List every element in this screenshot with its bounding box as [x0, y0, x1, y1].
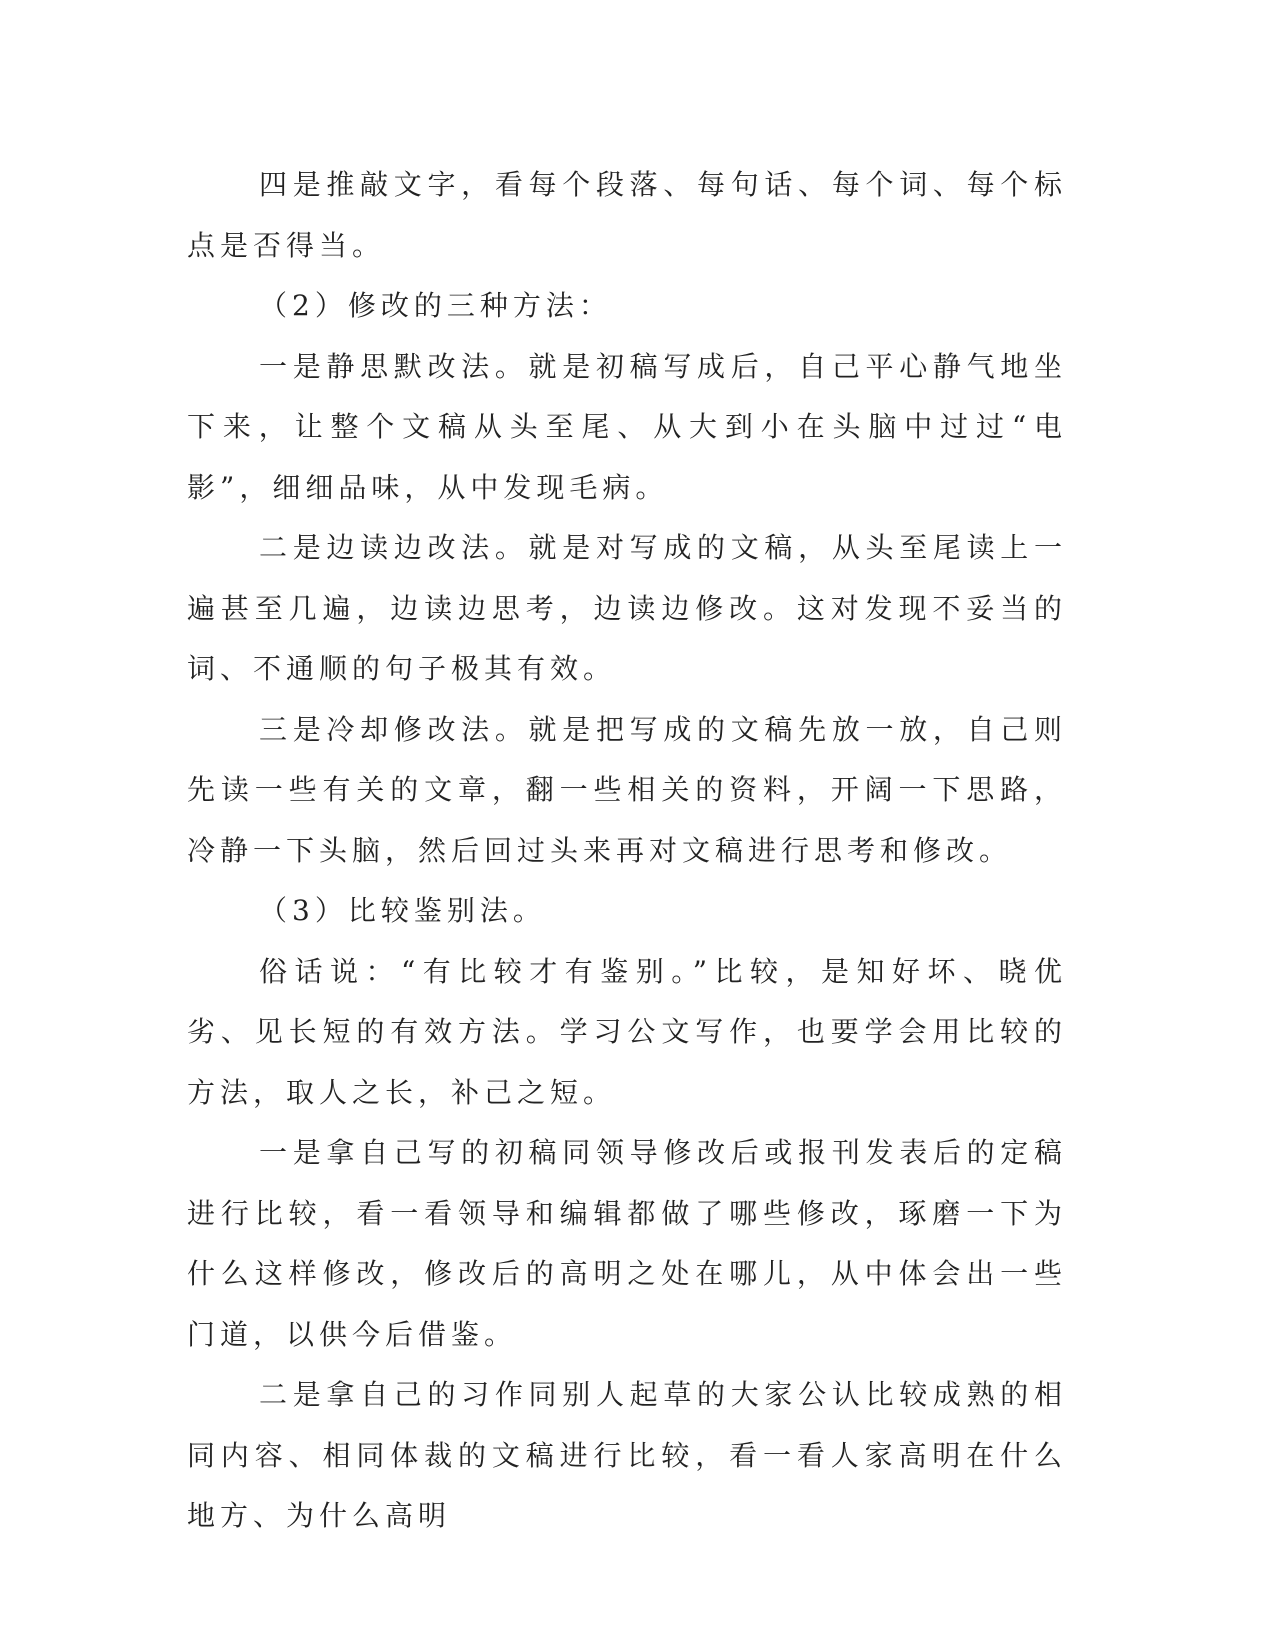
- paragraph-cooling-revision: 三是冷却修改法。就是把写成的文稿先放一放，自己则先读一些有关的文章，翻一些相关的资料，开阔一下思路，冷静一下头脑，然后回过头来再对文稿进行思考和修改。: [187, 712, 1067, 867]
- paragraph-comparison-intro: 俗话说：“有比较才有鉴别。”比较，是知好坏、晓优劣、见长短的有效方法。学习公文写作，也要学会用比较的方法，取人之长，补己之短。: [187, 954, 1067, 1109]
- paragraph-read-and-revise: 二是边读边改法。就是对写成的文稿，从头至尾读上一遍甚至几遍，边读边思考，边读边修改。这对发现不妥当的词、不通顺的句子极其有效。: [187, 531, 1067, 685]
- paragraph-compare-with-others: 二是拿自己的习作同别人起草的大家公认比较成熟的相同内容、相同体裁的文稿进行比较，看一看人家高明在什么地方、为什么高明: [187, 1378, 1067, 1532]
- paragraph-compare-with-final: 一是拿自己写的初稿同领导修改后或报刊发表后的定稿进行比较，看一看领导和编辑都做了哪些修改，琢磨一下为什么这样修改，修改后的高明之处在哪儿，从中体会出一些门道，以供今后借鉴。: [187, 1136, 1067, 1351]
- document-body: [187, 155, 1067, 1547]
- section-heading-comparison: （3）比较鉴别法。: [259, 894, 546, 927]
- section-heading-revision-methods: （2）修改的三种方法：: [259, 289, 612, 322]
- paragraph-text-review: 四是推敲文字，看每个段落、每句话、每个词、每个标点是否得当。: [187, 168, 1067, 262]
- paragraph-silent-revision: 一是静思默改法。就是初稿写成后，自己平心静气地坐下来，让整个文稿从头至尾、从大到小在头脑中过过“电影”，细细品味，从中发现毛病。: [187, 349, 1067, 504]
